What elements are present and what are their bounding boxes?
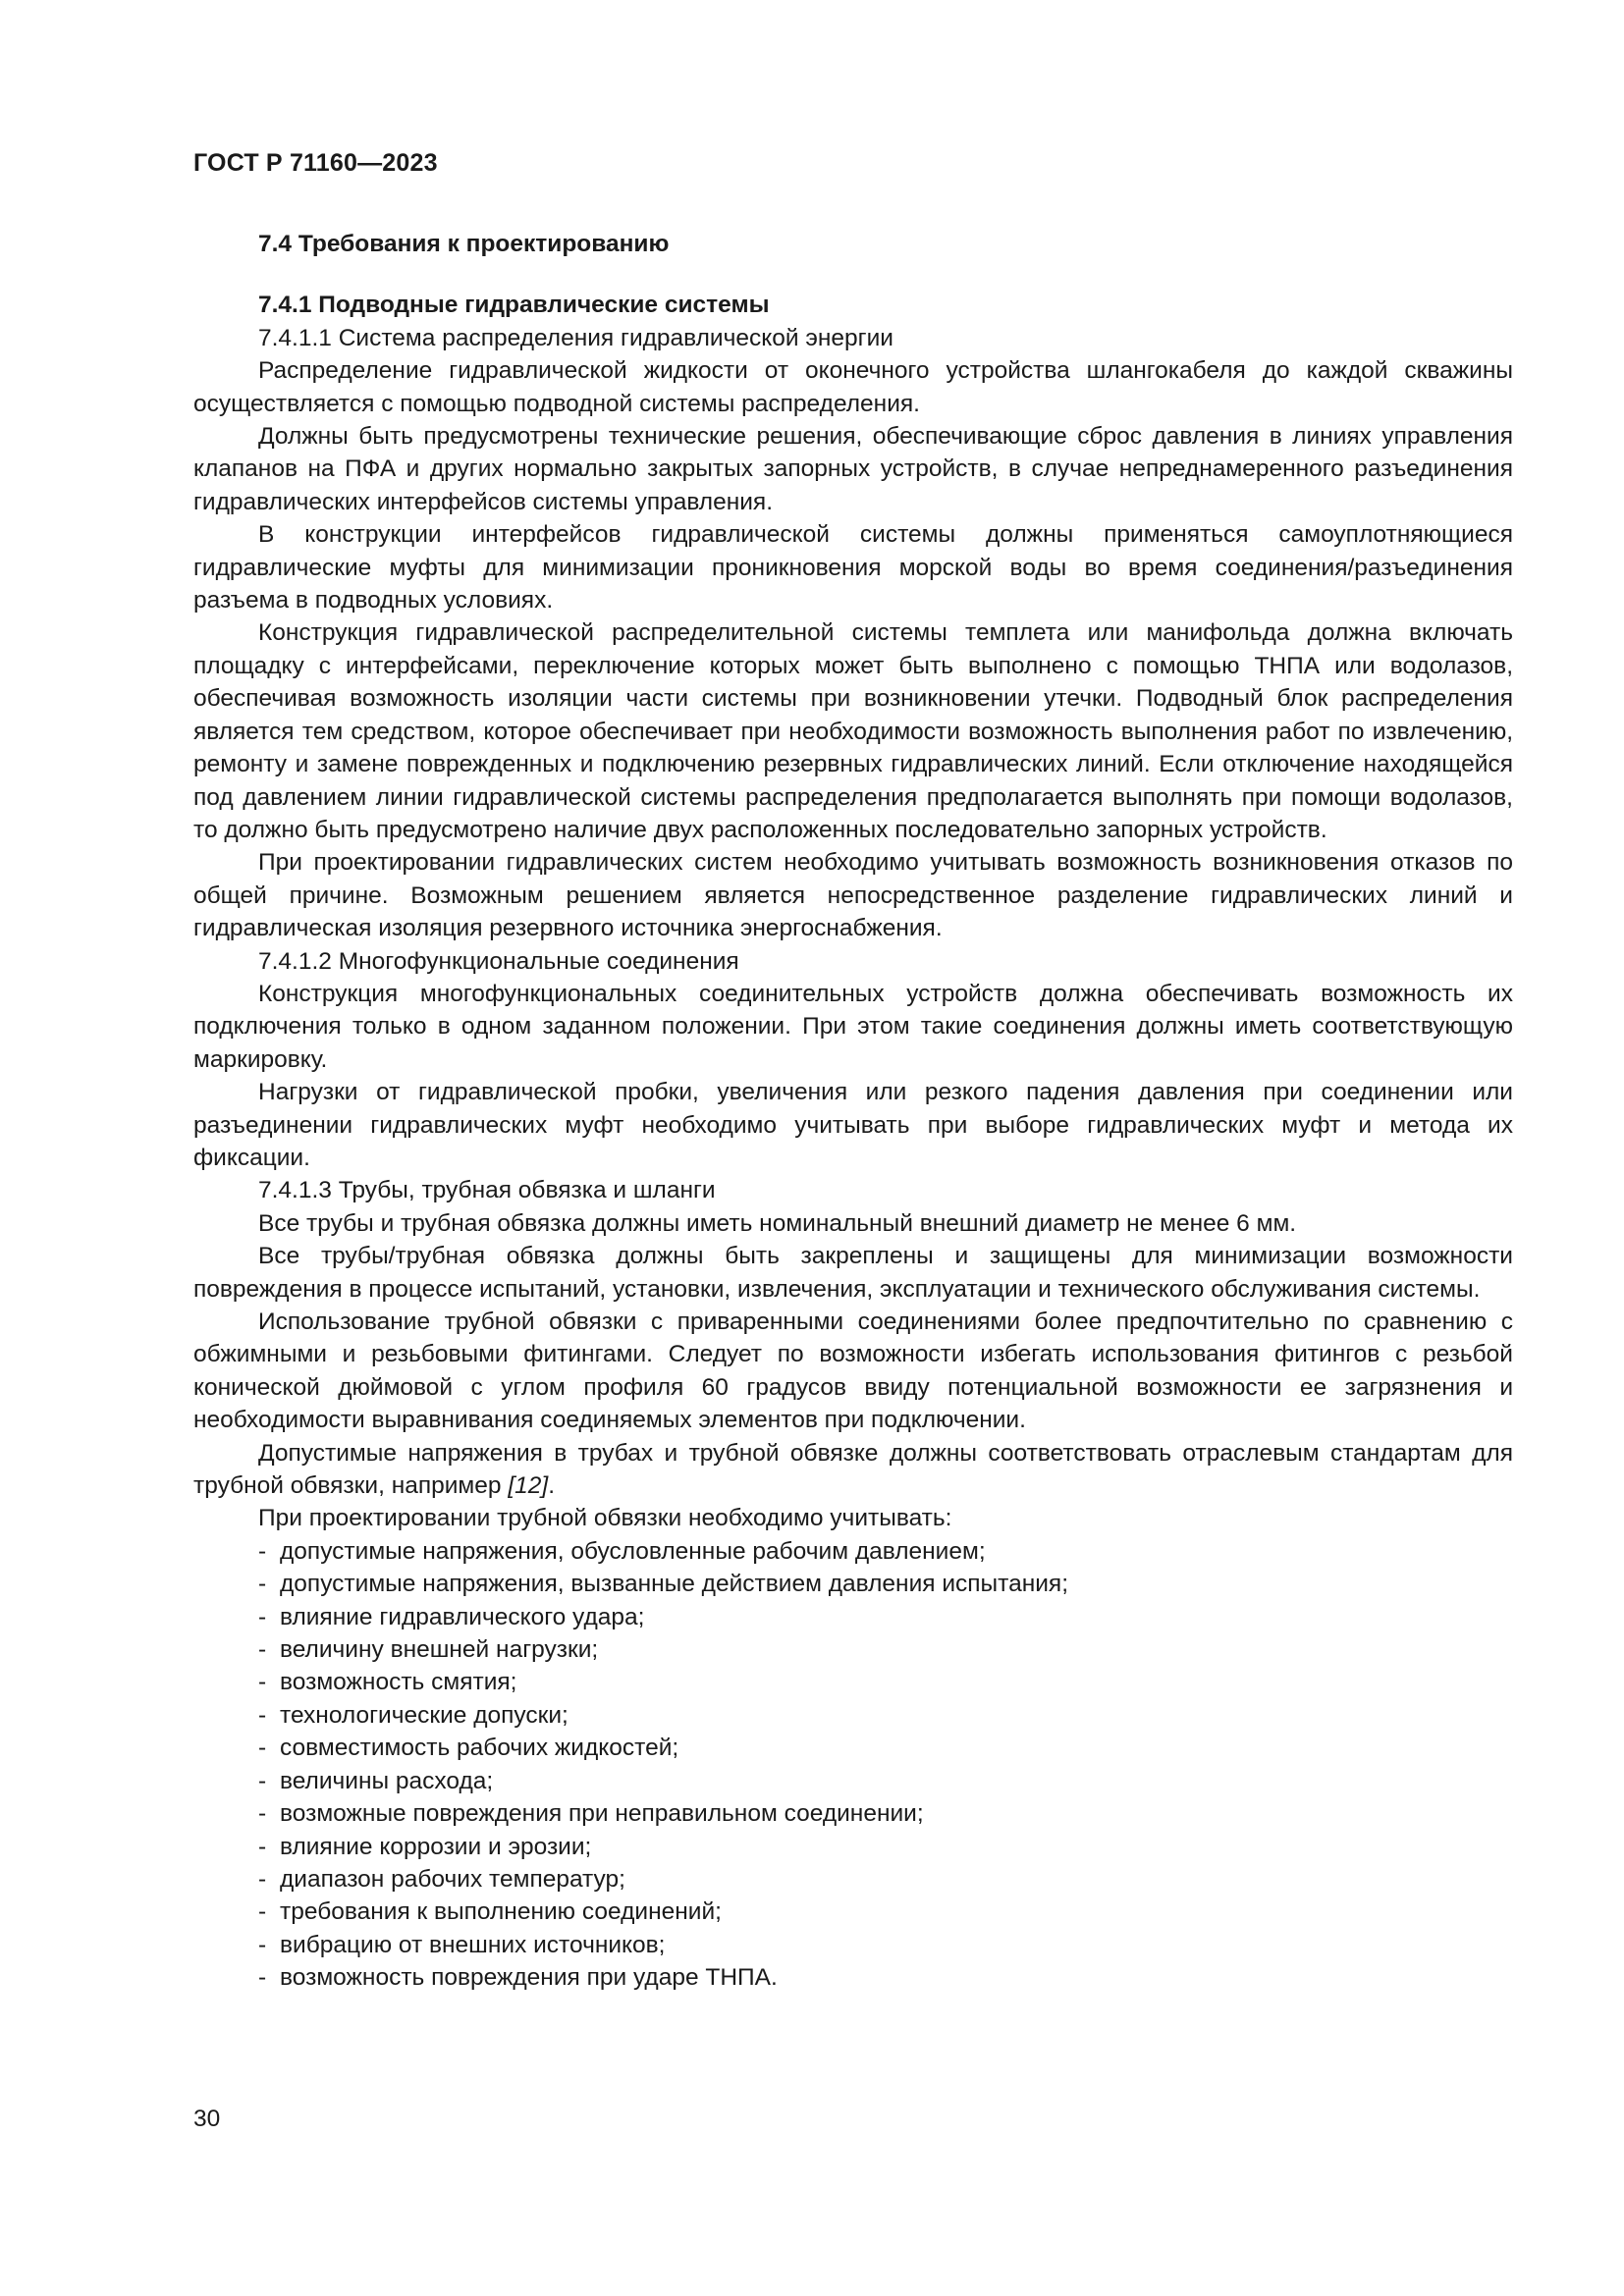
requirements-list (193, 1535, 1513, 1995)
list-item-text: величины расхода; (280, 1767, 494, 1794)
list-item (193, 1699, 1513, 1732)
stress-paragraph-end: . (548, 1472, 556, 1500)
list-item-text: совместимость рабочих жидкостей; (280, 1735, 679, 1762)
list-item-text: возможность повреждения при ударе ТНПА. (280, 1964, 778, 1992)
list-dash: - (258, 1964, 267, 1992)
paragraph: Конструкция многофункциональных соединительных устройств должна обеспечивать возможность их подключения только в одном заданном положении. При этом такие соединения должны иметь соответствующую маркировку. (193, 980, 1513, 1073)
item-title-7-4-1-2: 7.4.1.2 Многофункциональные соединения (258, 947, 739, 975)
paragraph: Распределение гидравлической жидкости от оконечного устройства шлангокабеля до каждой скважины осуществляется с помощью подводной системы распределения. (193, 357, 1513, 417)
list-item (193, 1765, 1513, 1797)
list-dash: - (258, 1833, 267, 1860)
paragraph: Нагрузки от гидравлической пробки, увеличения или резкого падения давления при соединении или разъединении гидравлических муфт необходимо учитывать при выборе гидравлических муфт и метода их фиксации. (193, 1079, 1513, 1171)
page-number: 30 (193, 2106, 221, 2132)
list-item (193, 1961, 1513, 1994)
list-item-text: допустимые напряжения, обусловленные рабочим давлением; (280, 1537, 986, 1565)
list-dash: - (258, 1865, 267, 1893)
list-dash: - (258, 1537, 267, 1565)
stress-paragraph-text: Допустимые напряжения в трубах и трубной обвязке должны соответствовать отраслевым стандартам для трубной обвязки, например (193, 1439, 1513, 1500)
list-item-text: возможные повреждения при неправильном соединении; (280, 1800, 924, 1828)
list-item (193, 1929, 1513, 1961)
list-intro: При проектировании трубной обвязки необходимо учитывать: (258, 1505, 952, 1532)
list-dash: - (258, 1931, 267, 1958)
paragraph: Использование трубной обвязки с приваренными соединениями более предпочтительно по сравнению с обжимными и резьбовыми фитингами. Следует по возможности избегать использования фитингов с резьбой конической дюймовой с углом профиля 60 градусов ввиду потенциальной возможности ее загрязнения и необходимости выравнивания соединяемых элементов при подключении. (193, 1308, 1513, 1434)
list-dash: - (258, 1701, 267, 1729)
subsection-title: 7.4.1 Подводные гидравлические системы (258, 292, 770, 319)
paragraph: Все трубы/трубная обвязка должны быть закреплены и защищены для минимизации возможности повреждения в процессе испытаний, установки, извлечения, эксплуатации и технического обслуживания системы. (193, 1243, 1513, 1303)
list-item-text: влияние гидравлического удара; (280, 1603, 645, 1630)
list-item (193, 1831, 1513, 1863)
list-item (193, 1568, 1513, 1600)
list-item (193, 1633, 1513, 1666)
list-dash: - (258, 1571, 267, 1598)
list-item (193, 1732, 1513, 1764)
list-dash: - (258, 1669, 267, 1696)
list-dash: - (258, 1636, 267, 1664)
list-item (193, 1863, 1513, 1896)
item-title-7-4-1-3: 7.4.1.3 Трубы, трубная обвязка и шланги (258, 1177, 716, 1204)
paragraph: Конструкция гидравлической распределительной системы темплета или манифольда должна включать площадку с интерфейсами, переключение которых может быть выполнено с помощью ТНПА или водолазов, обеспечивая возможность изоляции части системы при возникновении утечки. Подводный блок распределения является тем средством, которое обеспечивает при необходимости возможность выполнения работ по извлечению, ремонту и замене поврежденных и подключению резервных гидравлических линий. Если отключение находящейся под давлением линии гидравлической системы распределения предполагается выполнять при помощи водолазов, то должно быть предусмотрено наличие двух расположенных последовательно запорных устройств. (193, 619, 1513, 843)
list-dash: - (258, 1735, 267, 1762)
paragraph: При проектировании гидравлических систем необходимо учитывать возможность возникновения отказов по общей причине. Возможным решением является непосредственное разделение гидравлических линий и гидравлическая изоляция резервного источника энергоснабжения. (193, 849, 1513, 942)
paragraph: В конструкции интерфейсов гидравлической системы должны применяться самоуплотняющиеся гидравлические муфты для минимизации проникновения морской воды во время соединения/разъединения разъема в подводных условиях. (193, 521, 1513, 614)
list-item-text: вибрацию от внешних источников; (280, 1931, 666, 1958)
list-item (193, 1601, 1513, 1633)
list-item-text: требования к выполнению соединений; (280, 1898, 722, 1926)
document-code: ГОСТ Р 71160—2023 (193, 149, 438, 177)
list-item-text: допустимые напряжения, вызванные действием давления испытания; (280, 1571, 1068, 1598)
list-item-text: технологические допуски; (280, 1701, 568, 1729)
list-item-text: влияние коррозии и эрозии; (280, 1833, 592, 1860)
list-dash: - (258, 1800, 267, 1828)
list-item (193, 1896, 1513, 1928)
list-item-text: величину внешней нагрузки; (280, 1636, 599, 1664)
paragraph: Должны быть предусмотрены технические решения, обеспечивающие сброс давления в линиях управления клапанов на ПФА и других нормально закрытых запорных устройств, в случае непреднамеренного разъединения гидравлических интерфейсов системы управления. (193, 423, 1513, 515)
list-item-text: диапазон рабочих температур; (280, 1865, 625, 1893)
list-item (193, 1535, 1513, 1568)
page-content (193, 228, 1513, 1995)
list-item (193, 1666, 1513, 1698)
list-dash: - (258, 1898, 267, 1926)
paragraph: Все трубы и трубная обвязка должны иметь номинальный внешний диаметр не менее 6 мм. (258, 1209, 1297, 1237)
stress-paragraph (193, 1437, 1513, 1503)
list-dash: - (258, 1603, 267, 1630)
list-item-text: возможность смятия; (280, 1669, 517, 1696)
bibliography-reference: [12] (508, 1472, 549, 1500)
list-dash: - (258, 1767, 267, 1794)
list-item (193, 1797, 1513, 1830)
item-title-7-4-1-1: 7.4.1.1 Система распределения гидравлической энергии (258, 324, 893, 351)
section-title: 7.4 Требования к проектированию (258, 231, 670, 257)
